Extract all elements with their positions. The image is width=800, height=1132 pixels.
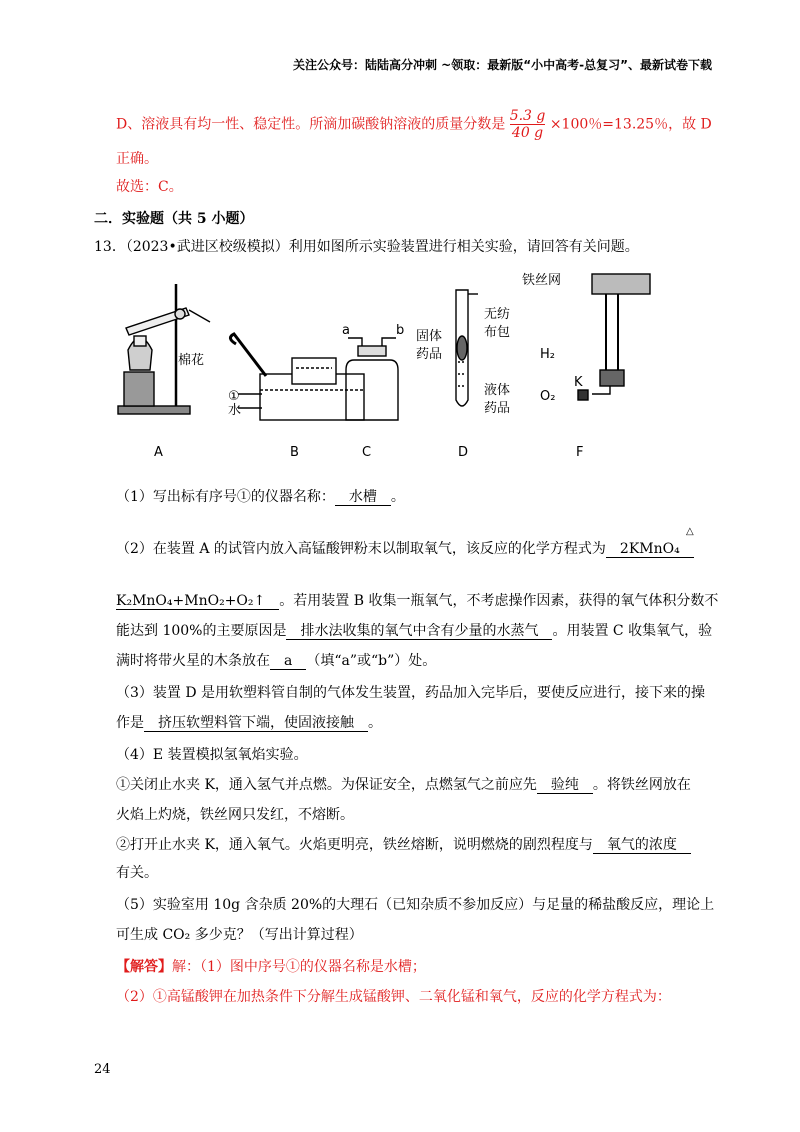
q2-text5: 满时将带火星的木条放在 [116,653,270,669]
option-d-line [116,108,712,141]
q2-text2: 。若用装置 B 收集一瓶氧气，不考虑操作因素，获得的氧气体积分数不 [279,593,719,609]
label-solid-1: 固体 [416,329,443,344]
q4-title: （4）E 装置模拟氢氧焰实验。 [116,747,308,763]
option-d-prefix: D、溶液具有均一性、稳定性。所滴加碳酸钠溶液的质量分数是 [116,116,506,133]
q4-s2a: ②打开止水夹 K，通入氧气。火焰更明亮，铁丝熔断，说明燃烧的剧烈程度与 [116,837,593,853]
cloth-bag [457,336,467,360]
figure-label-a: A [154,445,163,460]
figure-label-b: B [290,445,299,460]
solution-line1 [116,958,426,976]
figure-label-f: F [576,445,584,460]
answer-choice: 故选：C。 [116,179,183,195]
stand-base [118,406,190,414]
delivery-tube [230,334,266,376]
q3-answer: 挤压软塑料管下端，使固液接触 [144,715,368,732]
bottle-c [346,360,398,420]
iron-mesh [592,274,650,294]
q1-text: （1）写出标有序号①的仪器名称： [116,489,335,505]
gas-bottle [292,358,336,384]
figure-label-d: D [458,445,469,460]
q2-text3: 能达到 100%的主要原因是 [116,623,287,639]
q2-answer5: a [270,653,306,670]
label-mesh: 铁丝网 [522,273,562,288]
fraction-numerator: 5.3 g [509,108,546,124]
q2-text4: 。用装置 C 收集氧气，验 [552,623,713,639]
q2-line1 [116,540,694,558]
q4-s2b: 有关。 [116,865,158,881]
q5-line1: （5）实验室用 10g 含杂质 20%的大理石（已知杂质不参加反应）与足量的稀盐酸反应，理论上 [116,897,715,913]
q1-answer: 水槽 [335,489,391,506]
condition-heat: △ [686,526,694,537]
q1-end: 。 [390,489,405,505]
q4-s1c: 火焰上灼烧，铁丝网只发红，不熔断。 [116,807,354,823]
label-h2: H₂ [540,347,555,362]
q4-s1a: ①关闭止水夹 K，通入氢气并点燃。为保证安全，点燃氢气之前应先 [116,777,537,793]
question-stem: 13．（2023•武进区校级模拟）利用如图所示实验装置进行相关实验，请回答有关问题。 [94,239,639,255]
q4-s2 [116,836,691,854]
q4-s1 [116,776,691,794]
q2-line3 [116,622,712,640]
clamp-k [578,390,588,400]
q2-answer3: 排水法收集的氧气中含有少量的水蒸气 [286,623,552,640]
label-a: a [342,323,350,338]
q1 [116,488,405,506]
option-d-suffix: ×100％=13.25％，故 D [549,116,712,133]
q4-s1-answer: 验纯 [537,777,593,794]
solution-text1: 解：（1）图中序号①的仪器名称是水槽； [172,959,426,975]
q2-answer2: K₂MnO₄+MnO₂+O₂↑ [116,593,279,610]
solution-line2: （2）①高锰酸钾在加热条件下分解生成锰酸钾、二氧化锰和氧气，反应的化学方程式为： [116,989,671,1005]
label-liquid-2: 药品 [484,401,511,416]
label-circle1: ① [228,389,240,404]
label-k: K [574,375,583,390]
q2-line4 [116,652,436,670]
label-liquid-1: 液体 [484,383,511,398]
o2-inlet [592,386,610,394]
apparatus-figure [110,262,700,462]
burner-joint [600,370,624,386]
wooden-block [124,372,154,406]
fraction [510,108,546,141]
label-solid-2: 药品 [416,347,443,362]
q3-line2 [116,714,382,732]
figure-label-c: C [362,445,372,460]
label-cloth-2: 布包 [484,325,511,340]
option-d-line2: 正确。 [116,151,158,167]
q2-text6: （填“a”或“b”）处。 [306,653,437,669]
fraction-denominator: 40 g [511,125,544,141]
q5-line2: 可生成 CO₂ 多少克？（写出计算过程） [116,927,363,943]
q3-line1: （3）装置 D 是用软塑料管自制的气体发生装置，药品加入完毕后，要使反应进行，接下来的操 [116,685,706,701]
q2-answer1: 2KMnO₄ [606,541,694,558]
q3-end: 。 [368,715,382,731]
label-water: 水 [228,403,242,418]
q2-text1: （2）在装置 A 的试管内放入高锰酸钾粉末以制取氧气，该反应的化学方程式为 [116,541,606,557]
q4-s2-answer: 氧气的浓度 [593,837,691,854]
page-number: 24 [94,1062,111,1077]
solution-tag: 【解答】 [116,959,172,975]
label-b: b [396,323,405,338]
label-cotton: 棉花 [178,353,205,368]
q4-s1b: 。将铁丝网放在 [592,777,691,793]
page-header: 关注公众号：陆陆高分冲刺 ~领取：最新版“小中高考-总复习”、最新试卷下载 [293,58,712,72]
q3-text2: 作是 [116,715,144,731]
section-title: 二．实验题（共 5 小题） [94,211,254,227]
label-o2: O₂ [540,389,556,404]
q2-line2 [116,592,718,610]
label-cloth-1: 无纺 [484,307,511,322]
